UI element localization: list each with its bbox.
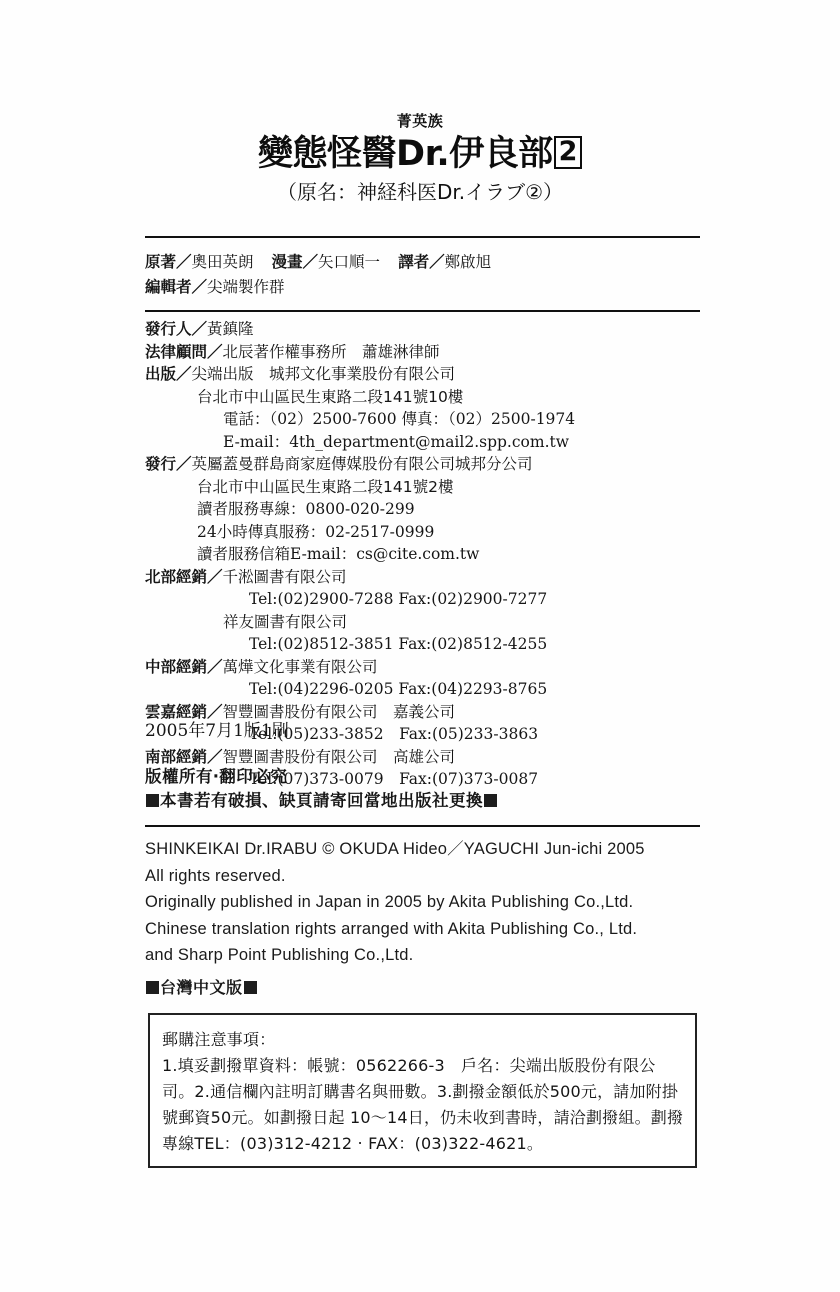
distributor-company: 智豐圖書股份有限公司 高雄公司	[222, 747, 456, 766]
issuer-service-email: 讀者服務信箱E-mail：cs@cite.com.tw	[197, 545, 480, 563]
distributor-row	[145, 656, 765, 679]
legal-advisor-line	[145, 341, 765, 364]
rights-line-3: Originally published in Japan in 2005 by Akita Publishing Co.,Ltd.	[145, 893, 634, 911]
square-marker-icon	[484, 794, 497, 807]
distributor-row	[145, 566, 765, 589]
mail-order-body: 1.填妥劃撥單資料：帳號：0562266-3 戶名：尖端出版股份有限公司。2.通信欄內註明訂購書名與冊數。3.劃撥金額低於500元，請加附掛號郵資50元。如劃撥日起 10～14日，仍未收到書時，請洽劃撥組。劃撥專線TEL：(03)312-4212 ‧ FAX：(03)322-4621。	[162, 1056, 684, 1153]
issuer-service-phone: 讀者服務專線：0800-020-299	[197, 500, 415, 518]
distributor-company: 智豐圖書股份有限公司 嘉義公司	[222, 702, 456, 721]
distributor-contact: Tel:(05)233-3852 Fax:(05)233-3863	[249, 725, 539, 743]
original-title: （原名：神経科医Dr.イラブ②）	[276, 180, 564, 205]
rights-line-2: All rights reserved.	[145, 866, 286, 885]
legal-advisor-value: 北辰著作權事務所 蕭雄淋律師	[222, 342, 440, 361]
distributor-label: 南部經銷／	[145, 747, 223, 766]
rights-block-en	[145, 836, 645, 969]
issuer-label: 發行／	[145, 455, 192, 473]
copyright-line: 版權所有‧翻印必究	[145, 767, 288, 786]
copyright-notice-cn	[145, 765, 498, 813]
divider-top	[145, 236, 700, 238]
translator-label: 譯者／	[398, 253, 445, 271]
square-marker-icon	[146, 981, 159, 994]
taiwan-edition-label: 台灣中文版	[160, 978, 243, 997]
distributor-company: 萬燁文化事業有限公司	[222, 657, 378, 676]
publication-email: E-mail：4th_department@mail2.spp.com.tw	[223, 432, 569, 451]
distributor-label: 中部經銷／	[145, 657, 223, 676]
editor-value: 尖端製作群	[207, 278, 285, 296]
damaged-book-text: 本書若有破損、缺頁請寄回當地出版社更換	[160, 791, 483, 810]
author-value: 奧田英朗	[191, 253, 254, 271]
distributor-label: 北部經銷／	[145, 567, 223, 586]
rights-line-1: SHINKEIKAI Dr.IRABU © OKUDA Hideo／YAGUCHI Jun-ichi 2005	[145, 840, 645, 858]
distributor-contact: Tel:(02)8512-3851 Fax:(02)8512-4255	[249, 635, 548, 653]
distributor-contact: Tel:(02)2900-7288 Fax:(02)2900-7277	[249, 590, 548, 608]
author-label: 原著／	[145, 253, 192, 271]
publication-line	[145, 363, 765, 386]
mail-order-heading: 郵購注意事項：	[162, 1030, 276, 1049]
divider-credits	[145, 310, 700, 312]
series-label: 菁英族	[396, 112, 444, 130]
publication-phone: 電話：（02）2500-7600 傳真：（02）2500-1974	[223, 410, 576, 428]
divider-rights	[145, 825, 700, 827]
volume-number-box: 2	[554, 136, 582, 169]
issuer-fax-service: 24小時傳真服務：02-2517-0999	[197, 522, 435, 541]
publication-value: 尖端出版 城邦文化事業股份有限公司	[191, 365, 456, 383]
publisher-person-line	[145, 318, 765, 341]
distributor-label: 雲嘉經銷／	[145, 702, 223, 721]
legal-advisor-label: 法律顧問／	[145, 342, 223, 361]
publisher-person-value: 黃鎮隆	[207, 320, 254, 338]
page-title	[0, 134, 840, 174]
translator-value: 鄭啟旭	[444, 253, 492, 271]
mail-order-box	[148, 1013, 697, 1168]
editor-label: 編輯者／	[145, 278, 208, 296]
title-block	[0, 112, 840, 204]
edition-date: 2005年7月1版1刷	[145, 721, 289, 741]
square-marker-icon	[146, 794, 159, 807]
issuer-line	[145, 453, 765, 476]
publisher-person-label: 發行人／	[145, 320, 208, 338]
artist-label: 漫畫／	[271, 253, 319, 271]
artist-value: 矢口順一	[318, 253, 381, 271]
distributor-contact: Tel:(04)2296-0205 Fax:(04)2293-8765	[249, 680, 548, 698]
square-marker-icon	[244, 981, 257, 994]
rights-line-5: and Sharp Point Publishing Co.,Ltd.	[145, 946, 414, 964]
distributor-company: 千淞圖書有限公司	[222, 567, 347, 586]
credits-line-editor	[145, 275, 765, 300]
taiwan-edition-marker	[145, 978, 258, 998]
issuer-value: 英屬蓋曼群島商家庭傳媒股份有限公司城邦分公司	[191, 455, 533, 473]
distributor-company: 祥友圖書有限公司	[223, 612, 348, 631]
main-title-text: 變態怪醫Dr.伊良部	[258, 134, 553, 174]
mail-order-content	[150, 1015, 695, 1157]
credits-block	[145, 250, 765, 300]
publication-address: 台北市中山區民生東路二段141號10樓	[197, 387, 464, 406]
credits-line-contributors	[145, 250, 765, 275]
distributor-contact: Tel:(07)373-0079 Fax:(07)373-0087	[249, 770, 539, 788]
publication-label: 出版／	[145, 365, 192, 383]
rights-line-4: Chinese translation rights arranged with Akita Publishing Co., Ltd.	[145, 919, 638, 938]
issuer-address: 台北市中山區民生東路二段141號2樓	[197, 477, 454, 496]
damaged-book-notice	[145, 789, 498, 813]
